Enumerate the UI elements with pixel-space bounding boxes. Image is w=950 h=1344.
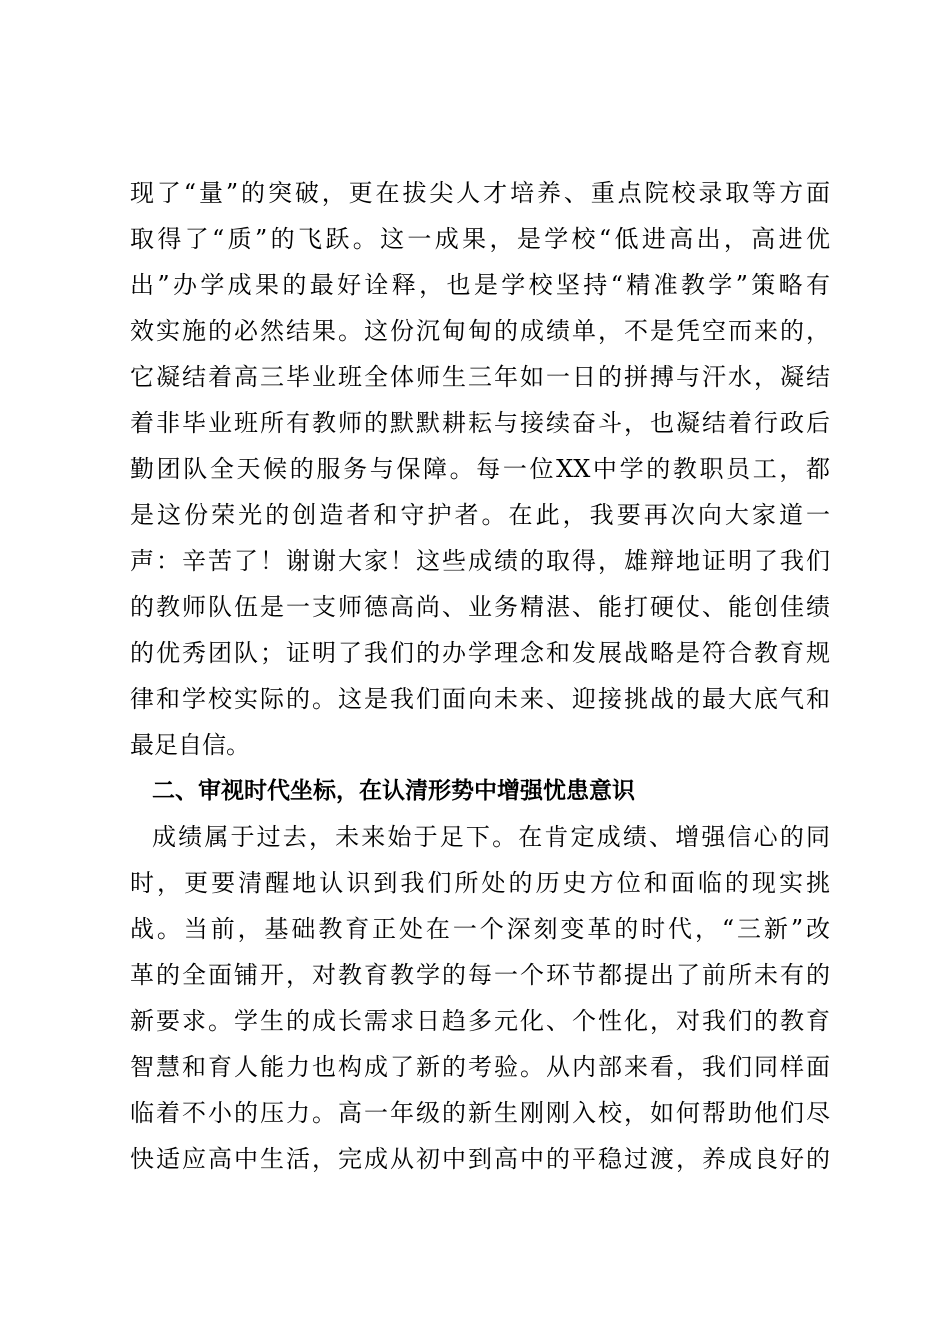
text-line: 的优秀团队；证明了我们的办学理念和发展战略是符合教育规 <box>130 639 830 667</box>
text-line: 出”办学成果的最好诠释，也是学校坚持“精准教学”策略有 <box>130 271 830 299</box>
text-line: 取得了“质”的飞跃。这一成果，是学校“低进高出，高进优 <box>130 225 830 253</box>
text-line: 战。当前，基础教育正处在一个深刻变革的时代，“三新”改 <box>130 915 830 943</box>
text-line: 临着不小的压力。高一年级的新生刚刚入校，如何帮助他们尽 <box>130 1099 830 1127</box>
text-line: 效实施的必然结果。这份沉甸甸的成绩单，不是凭空而来的， <box>130 317 830 345</box>
document-page <box>130 170 830 1182</box>
paragraph-achievements <box>130 170 830 768</box>
text-line: 最足自信。 <box>130 731 250 759</box>
text-line: 时，更要清醒地认识到我们所处的历史方位和面临的现实挑 <box>130 869 830 897</box>
text-line: 的教师队伍是一支师德高尚、业务精湛、能打硬仗、能创佳绩 <box>130 593 830 621</box>
paragraph-challenges <box>130 814 830 1182</box>
text-line: 勤团队全天候的服务与保障。每一位XX中学的教职员工，都 <box>130 455 830 483</box>
text-line: 现了“量”的突破，更在拔尖人才培养、重点院校录取等方面 <box>130 179 830 207</box>
text-line: 新要求。学生的成长需求日趋多元化、个性化，对我们的教育 <box>130 1007 830 1035</box>
text-line: 是这份荣光的创造者和守护者。在此，我要再次向大家道一 <box>130 501 830 529</box>
section-heading: 二、审视时代坐标，在认清形势中增强忧患意识 <box>152 778 635 804</box>
text-line: 快适应高中生活，完成从初中到高中的平稳过渡，养成良好的 <box>130 1145 830 1173</box>
text-line: 革的全面铺开，对教育教学的每一个环节都提出了前所未有的 <box>130 961 830 989</box>
text-line: 智慧和育人能力也构成了新的考验。从内部来看，我们同样面 <box>130 1053 830 1081</box>
text-line: 律和学校实际的。这是我们面向未来、迎接挑战的最大底气和 <box>130 685 830 713</box>
text-line: 成绩属于过去，未来始于足下。在肯定成绩、增强信心的同 <box>152 823 830 851</box>
text-line: 着非毕业班所有教师的默默耕耘与接续奋斗，也凝结着行政后 <box>130 409 830 437</box>
text-line: 它凝结着高三毕业班全体师生三年如一日的拼搏与汗水，凝结 <box>130 363 830 391</box>
text-line: 声：辛苦了！谢谢大家！这些成绩的取得，雄辩地证明了我们 <box>130 547 830 575</box>
